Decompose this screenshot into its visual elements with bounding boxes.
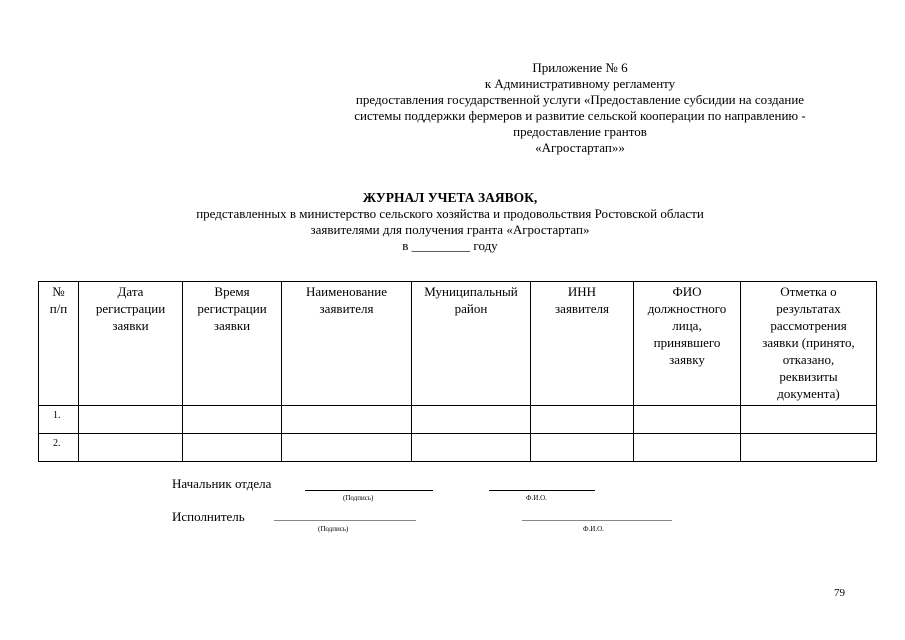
column-header: № п/п <box>39 282 79 406</box>
executor-signature-line <box>274 507 416 521</box>
name-caption: Ф.И.О. <box>583 525 604 533</box>
table-cell <box>282 434 412 462</box>
table-cell <box>741 406 877 434</box>
journal-title: ЖУРНАЛ УЧЕТА ЗАЯВОК, <box>362 190 538 205</box>
journal-heading <box>120 190 780 254</box>
journal-subtitle: заявителями для получения гранта «Агростартап» <box>310 222 590 237</box>
table-cell <box>79 434 183 462</box>
row-number: 2. <box>39 434 79 462</box>
column-header: ИНН заявителя <box>531 282 634 406</box>
column-header: Отметка о результатах рассмотрения заявки (принято, отказано, реквизиты документа) <box>741 282 877 406</box>
column-header: ФИО должностного лица, принявшего заявку <box>634 282 741 406</box>
executor-label: Исполнитель <box>172 509 245 524</box>
head-of-department-label: Начальник отдела <box>172 476 272 491</box>
head-name-line <box>489 474 595 491</box>
column-header: Время регистрации заявки <box>183 282 282 406</box>
journal-subtitle: представленных в министерство сельского хозяйства и продовольствия Ростовской области <box>196 206 704 221</box>
table-row <box>39 434 877 462</box>
table-cell <box>183 406 282 434</box>
column-header: Муниципальный район <box>412 282 531 406</box>
appendix-line: «Агростартап»» <box>535 140 625 155</box>
table-cell <box>634 434 741 462</box>
table-header-row <box>39 282 877 406</box>
executor-name-line <box>522 507 672 521</box>
registration-journal-table <box>38 281 877 462</box>
table-cell <box>634 406 741 434</box>
signature-caption: (Подпись) <box>343 494 374 502</box>
appendix-header <box>300 60 860 156</box>
appendix-line: системы поддержки фермеров и развитие сельской кооперации по направлению - <box>354 108 806 123</box>
table-row <box>39 406 877 434</box>
name-caption: Ф.И.О. <box>526 494 547 502</box>
table-cell <box>741 434 877 462</box>
column-header: Наименование заявителя <box>282 282 412 406</box>
appendix-line: предоставления государственной услуги «Предоставление субсидии на создание <box>355 92 805 107</box>
table-cell <box>531 434 634 462</box>
table-cell <box>282 406 412 434</box>
table-cell <box>412 434 531 462</box>
table-cell <box>531 406 634 434</box>
journal-year-line: в _________ году <box>402 238 498 253</box>
table-cell <box>412 406 531 434</box>
column-header: Дата регистрации заявки <box>79 282 183 406</box>
page-number: 79 <box>834 587 845 599</box>
row-number: 1. <box>39 406 79 434</box>
head-signature-line <box>305 474 433 491</box>
appendix-title: Приложение № 6 <box>532 60 628 75</box>
table-cell <box>79 406 183 434</box>
signature-caption: (Подпись) <box>318 525 349 533</box>
appendix-line: предоставление грантов <box>513 124 647 139</box>
table-cell <box>183 434 282 462</box>
appendix-line: к Административному регламенту <box>484 76 676 91</box>
